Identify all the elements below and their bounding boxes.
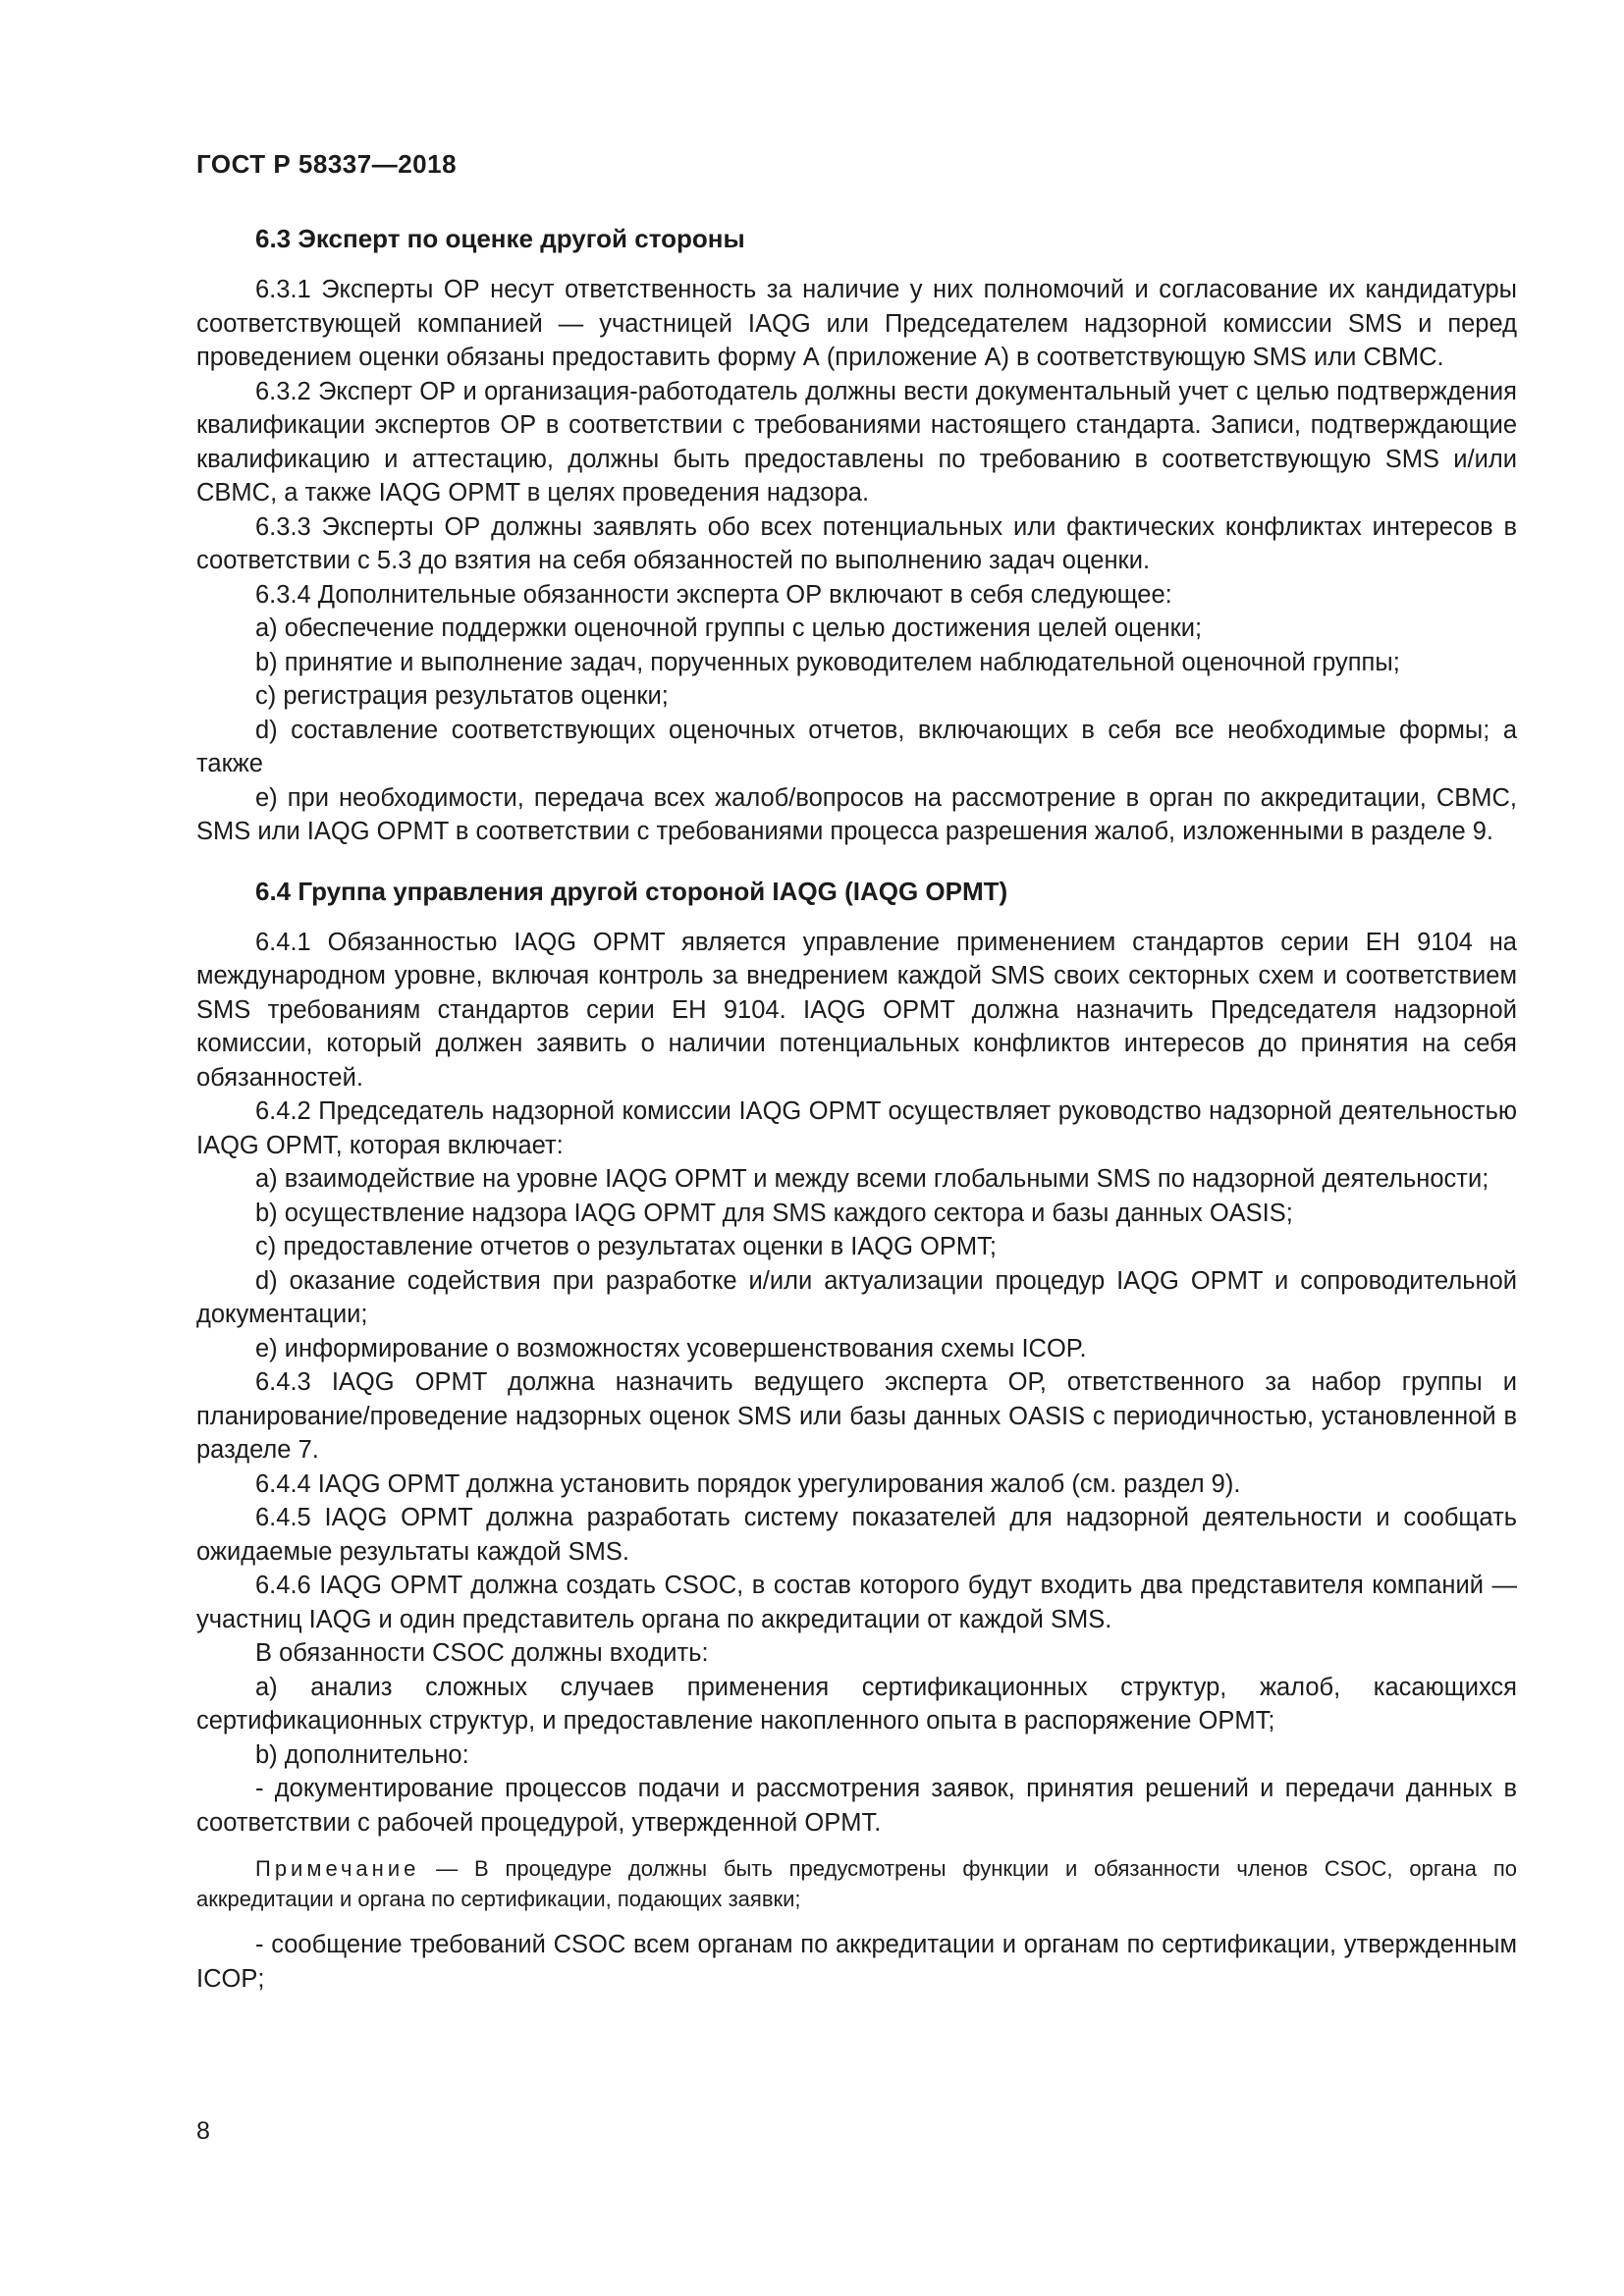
- dash-item-communication: - сообщение требований CSOC всем органам по аккредитации и органам по сертификации, утвержденным ICOP;: [196, 1931, 1517, 1993]
- list-item-csoc-a: a) анализ сложных случаев применения сертификационных структур, жалоб, касающихся сертификационных структур, и предоставление накопленного опыта в распоряжение OPMT;: [196, 1673, 1517, 1735]
- list-item-6-4-2-d: d) оказание содействия при разработке и/или актуализации процедур IAQG OPMT и сопроводительной документации;: [196, 1266, 1517, 1328]
- paragraph-6-4-1: 6.4.1 Обязанностью IAQG OPMT является управление применением стандартов серии ЕН 9104 на международном уровне, включая контроль за внедрением каждой SMS своих секторных схем и соответствием SMS требованиям стандартов серии ЕН 9104. IAQG OPMT должна назначить Председателя надзорной комиссии, который должен заявить о наличии потенциальных конфликтов интересов до принятия на себя обязанностей.: [196, 928, 1517, 1092]
- paragraph-6-3-3: 6.3.3 Эксперты ОР должны заявлять обо всех потенциальных или фактических конфликтах интересов в соответствии с 5.3 до взятия на себя обязанностей по выполнению задач оценки.: [196, 512, 1517, 574]
- paragraph-6-3-1: 6.3.1 Эксперты ОР несут ответственность за наличие у них полномочий и согласование их кандидатуры соответствующей компанией — участницей IAQG или Председателем надзорной комиссии SMS и перед проведением оценки обязаны предоставить форму А (приложение А) в соответствующую SMS или CBMC.: [196, 276, 1517, 371]
- list-item-6-3-4-c: c) регистрация результатов оценки;: [255, 682, 669, 710]
- section-6-3-title: 6.3 Эксперт по оценке другой стороны: [255, 224, 745, 253]
- list-item-csoc-b: b) дополнительно:: [255, 1740, 469, 1769]
- document-body: [196, 222, 1517, 1996]
- section-6-4-title: 6.4 Группа управления другой стороной IAQG (IAQG OPMT): [255, 876, 1008, 906]
- paragraph-csoc-duties: В обязанности CSOC должны входить:: [255, 1639, 709, 1667]
- list-item-6-4-2-c: c) предоставление отчетов о результатах оценки в IAQG OPMT;: [255, 1233, 997, 1260]
- list-item-6-3-4-b: b) принятие и выполнение задач, порученных руководителем наблюдательной оценочной группы;: [255, 648, 1400, 676]
- paragraph-6-4-3: 6.4.3 IAQG OPMT должна назначить ведущего эксперта ОР, ответственного за набор группы и планирование/проведение надзорных оценок SMS или базы данных OASIS с периодичностью, установленной в разделе 7.: [196, 1368, 1517, 1464]
- page-number: 8: [196, 2117, 210, 2145]
- dash-item-documenting: - документирование процессов подачи и рассмотрения заявок, принятия решений и передачи данных в соответствии с рабочей процедурой, утвержденной OPMT.: [196, 1775, 1517, 1837]
- paragraph-6-4-6: 6.4.6 IAQG OPMT должна создать CSOC, в состав которого будут входить два представителя компаний — участниц IAQG и один представитель органа по аккредитации от каждой SMS.: [196, 1572, 1517, 1633]
- list-item-6-4-2-a: a) взаимодействие на уровне IAQG OPMT и между всеми глобальными SMS по надзорной деятельности;: [255, 1165, 1489, 1193]
- paragraph-6-4-5: 6.4.5 IAQG OPMT должна разработать систему показателей для надзорной деятельности и сообщать ожидаемые результаты каждой SMS.: [196, 1504, 1517, 1566]
- list-item-6-3-4-d: d) составление соответствующих оценочных отчетов, включающих в себя все необходимые формы; а также: [196, 716, 1517, 777]
- note-label: Примечание: [255, 1856, 420, 1881]
- list-item-6-3-4-e: e) при необходимости, передача всех жалоб/вопросов на рассмотрение в орган по аккредитации, CBMC, SMS или IAQG OPMT в соответствии с требованиями процесса разрешения жалоб, изложенными в разделе 9.: [196, 783, 1517, 845]
- paragraph-6-4-4: 6.4.4 IAQG OPMT должна установить порядок урегулирования жалоб (см. раздел 9).: [255, 1469, 1241, 1498]
- list-item-6-4-2-b: b) осуществление надзора IAQG OPMT для SMS каждого сектора и базы данных OASIS;: [255, 1199, 1293, 1227]
- note-paragraph: [196, 1853, 1517, 1914]
- paragraph-6-3-2: 6.3.2 Эксперт ОР и организация-работодатель должны вести документальный учет с целью подтверждения квалификации экспертов ОР в соответствии с требованиями настоящего стандарта. Записи, подтверждающие квалификацию и аттестацию, должны быть предоставлены по требованию в соответствующую SMS и/или CBMC, а также IAQG OPMT в целях проведения надзора.: [196, 377, 1517, 507]
- list-item-6-4-2-e: e) информирование о возможностях усовершенствования схемы ICOP.: [255, 1334, 1087, 1362]
- note-text: — В процедуре должны быть предусмотрены функции и обязанности членов CSOC, органа по аккредитации и органа по сертификации, подающих заявки;: [196, 1856, 1517, 1911]
- document-code-header: ГОСТ Р 58337—2018: [196, 149, 458, 179]
- list-item-6-3-4-a: a) обеспечение поддержки оценочной группы с целью достижения целей оценки;: [255, 614, 1203, 642]
- paragraph-6-4-2: 6.4.2 Председатель надзорной комиссии IAQG OPMT осуществляет руководство надзорной деятельностью IAQG OPMT, которая включает:: [196, 1097, 1517, 1159]
- paragraph-6-3-4: 6.3.4 Дополнительные обязанности эксперта ОР включают в себя следующее:: [255, 580, 1172, 609]
